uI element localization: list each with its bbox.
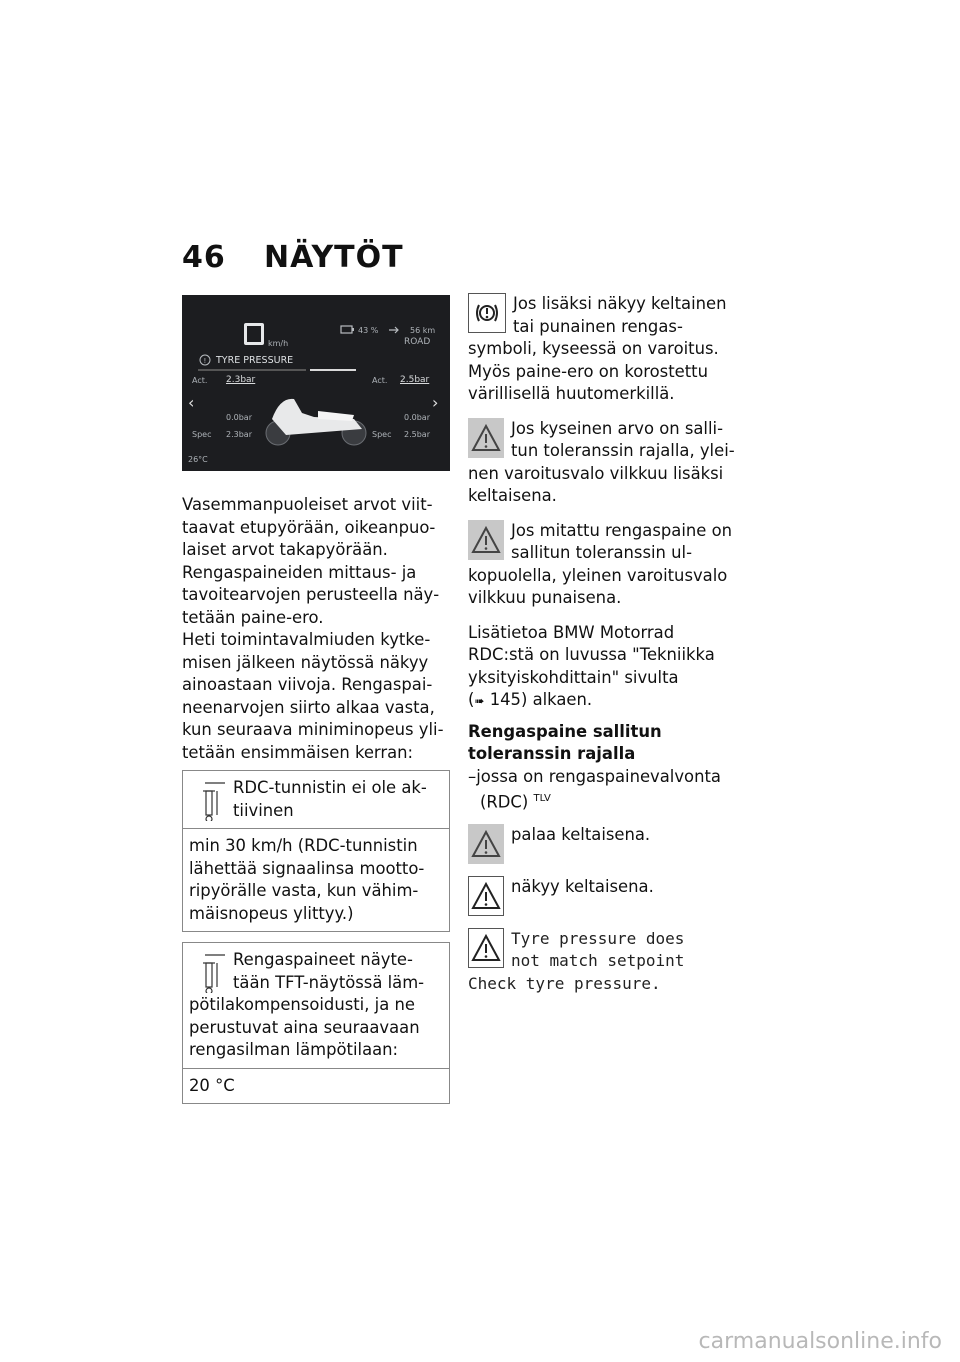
warning-light-yellow-text: palaa keltaisena.: [511, 824, 651, 844]
battery-level: 43 %: [358, 326, 379, 335]
act-label-front: Act.: [192, 376, 208, 385]
paragraph-values-front-rear: Vasemmanpuoleiset arvot viittaavat etupyörään, oikeanpuolaiset arvot takapyörään.: [182, 495, 436, 559]
battery-icon: [340, 325, 354, 335]
paragraph-min-speed: Heti toimintavalmiuden kytkemisen jälkeen näytössä näkyy ainoastaan viivoja. Rengaspaineenarvojen siirto alkaa vasta, kun seuraava miniminopeus ylitetään ensimmäisen kerran:: [182, 630, 444, 762]
chevron-right-icon: ›: [432, 393, 439, 412]
option-tag: TLV: [533, 793, 551, 804]
bullet-rdc: –jossa on rengaspainevalvonta: [468, 766, 721, 786]
warning-triangle-icon: [468, 876, 504, 916]
temperature-compensation-text: Rengaspaineet näytetään TFT-näytössä lämpötilakompensoidusti, ja ne perustuvat aina seuraavaan rengasilman lämpötilaan:: [189, 950, 425, 1059]
general-warning-grey-icon: [468, 520, 504, 560]
right-column: Jos lisäksi näkyy keltainen tai punainen rengassymboli, kyseessä on varoitus. Myös paine-ero on korostettu värillisellä huutomerkillä. Jos kyseinen arvo on sallitun toleranssin rajalla, yleinen varoitusvalo vilkkuu lisäksi keltaisena. Jos mitattu rengaspaine on sallitun toleranssin ulkopuolella, yleinen varoitusvalo vilkkuu punaisena. Lisätietoa BMW Motorrad RDC:stä on luvussa "Tekniikka yksityiskohdittain" sivulta (➠ 145) alkaen. Rengaspaine sallitun toleranssin rajalla –jossa on rengaspainevalvonta (RDC) $^{TLV}$ palaa keltaisena. näkyy keltaisena. Tyre pressure does not match setpoint Check tyre pressure.: [468, 293, 740, 1007]
spec-label-front: Spec: [192, 430, 212, 439]
paragraph-tyre-symbol: Jos lisäksi näkyy keltainen tai punainen rengassymboli, kyseessä on varoitus. Myös paine-ero on korostettu värillisellä huutomerkillä.: [468, 294, 727, 403]
warning-symbol-yellow-text: näkyy keltaisena.: [511, 876, 654, 896]
ambient-temp: 26°C: [188, 455, 208, 464]
delta-rear: 0.0bar: [404, 413, 430, 422]
tyre-warning-symbol-icon: [468, 293, 506, 333]
chevron-left-icon: ‹: [188, 393, 195, 412]
spec-label-rear: Spec: [372, 430, 392, 439]
page-reference: 145) alkaen.: [489, 690, 593, 709]
tft-screen-image: [182, 295, 450, 471]
act-value-rear: 2.5bar: [400, 375, 430, 385]
act-label-rear: Act.: [372, 376, 388, 385]
rdc-inactive-text: RDC-tunnistin ei ole aktiivinen: [233, 778, 427, 820]
info-box-temperature: [182, 942, 450, 1104]
speed-unit: km/h: [268, 339, 289, 348]
paragraph-pressure-difference: Rengaspaineiden mittaus- ja tavoitearvojen perusteella näytetään paine-ero.: [182, 562, 440, 627]
general-warning-grey-icon: [468, 824, 504, 864]
reference-temperature: 20 °C: [189, 1075, 235, 1095]
bullet-rdc-cont: (RDC): [480, 792, 529, 812]
page-reference-arrow-icon: ➠: [474, 694, 485, 708]
left-column: [182, 295, 450, 1104]
sensor-gauge-icon: [189, 949, 229, 993]
display-message-line-1: Tyre pressure does: [511, 928, 685, 948]
delta-front: 0.0bar: [226, 413, 252, 422]
page-header: [182, 240, 404, 275]
watermark: carmanualsonline.info: [698, 1329, 942, 1354]
section-heading: Rengaspaine sallitun toleranssin rajalla: [468, 721, 662, 763]
paragraph-tolerance-limit: Jos kyseinen arvo on sallitun toleranssin rajalla, yleinen varoitusvalo vilkkuu lisäksi keltaisena.: [468, 418, 735, 505]
spec-value-front: 2.3bar: [226, 430, 252, 439]
page-title: NÄYTÖT: [264, 240, 404, 275]
title-underline: [198, 369, 306, 371]
rdc-min-speed-text: min 30 km/h (RDC-tunnistin lähettää signaalinsa moottoripyörälle vasta, kun vähimmäisnopeus ylittyy.): [189, 836, 425, 923]
page-number: 46: [182, 240, 226, 275]
highlight-bar: [310, 369, 356, 371]
speed-digit: [244, 323, 264, 345]
ride-mode: ROAD: [404, 337, 431, 347]
svg-text:!: !: [203, 357, 207, 365]
info-box-rdc-inactive: [182, 770, 450, 932]
general-warning-grey-icon: [468, 418, 504, 458]
range-icon: [388, 325, 406, 335]
act-value-front: 2.3bar: [226, 375, 256, 385]
paragraph-outside-tolerance: Jos mitattu rengaspaine on sallitun toleranssin ulkopuolella, yleinen varoitusvalo vilkkuu punaisena.: [468, 520, 732, 607]
display-message-line-3: Check tyre pressure.: [468, 973, 661, 993]
scooter-icon: [258, 391, 376, 449]
range-value: 56 km: [410, 326, 436, 335]
warning-triangle-icon: [468, 928, 504, 968]
spec-value-rear: 2.5bar: [404, 430, 430, 439]
display-message-line-2: not match setpoint: [511, 951, 685, 971]
paragraph-more-info: Lisätietoa BMW Motorrad RDC:stä on luvussa "Tekniikka yksityiskohdittain" sivulta: [468, 622, 715, 687]
screen-title: TYRE PRESSURE: [216, 355, 294, 366]
tyre-pressure-icon: [198, 354, 212, 366]
sensor-gauge-icon: [189, 777, 229, 821]
